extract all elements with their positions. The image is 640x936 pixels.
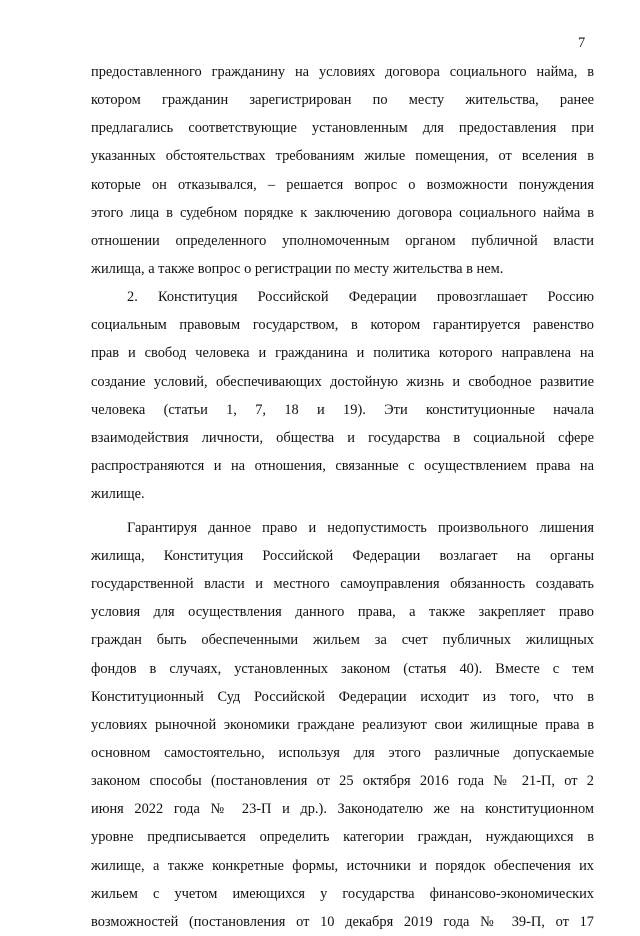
text-line: распространяются и на отношения, связанные с осуществлением права на <box>91 457 594 474</box>
text-line: жилище, а также конкретные формы, источники и порядок обеспечения их <box>91 857 594 874</box>
text-line: социальным правовым государством, в котором гарантируется равенство <box>91 317 594 334</box>
text-line: прав и свобод человека и гражданина и политика которого направлена на <box>91 345 594 362</box>
text-line: основном самостоятельно, используя для этого различные допускаемые <box>91 744 594 761</box>
paragraph-1 <box>91 58 594 283</box>
text-line: человека (статьи 1, 7, 18 и 19). Эти конституционные начала <box>91 401 594 418</box>
text-line: возможностей (постановления от 10 декабря 2019 года № 39-П, от 17 <box>91 913 594 930</box>
text-line: условиях рыночной экономики граждане реализуют свои жилищные права в <box>91 716 594 733</box>
text-line: жилище. <box>91 486 145 503</box>
text-line: предлагались соответствующие установленным для предоставления при <box>91 120 594 137</box>
text-line: июня 2022 года № 23-П и др.). Законодателю же на конституционном <box>91 801 594 818</box>
text-line: условия для осуществления данного права, а также закрепляет право <box>91 604 594 621</box>
text-line: указанных обстоятельствах требованиям жилые помещения, от вселения в <box>91 148 594 165</box>
text-line: граждан быть обеспеченными жильем за счет публичных жилищных <box>91 632 594 649</box>
text-line: создание условий, обеспечивающих достойную жизнь и свободное развитие <box>91 373 594 390</box>
text-line: фондов в случаях, установленных законом (статья 40). Вместе с тем <box>91 660 594 677</box>
text-line: котором гражданин зарегистрирован по месту жительства, ранее <box>91 92 594 109</box>
paragraph-3 <box>91 514 594 936</box>
paragraph-2 <box>91 283 594 508</box>
text-line: взаимодействия личности, общества и государства в социальной сфере <box>91 429 594 446</box>
text-line: государственной власти и местного самоуправления обязанность создавать <box>91 576 594 593</box>
text-line: предоставленного гражданину на условиях договора социального найма, в <box>91 64 594 80</box>
document-body <box>91 58 594 936</box>
text-line: этого лица в судебном порядке к заключению договора социального найма в <box>91 204 594 221</box>
text-line: 2. Конституция Российской Федерации провозглашает Россию <box>127 289 594 306</box>
text-line: которые он отказывался, – решается вопрос о возможности понуждения <box>91 176 594 193</box>
text-line: уровне предписывается определить категории граждан, нуждающихся в <box>91 829 594 846</box>
text-line: жилища, Конституция Российской Федерации возлагает на органы <box>91 547 594 564</box>
text-line: жилища, а также вопрос о регистрации по месту жительства в нем. <box>91 260 504 277</box>
text-line: Гарантируя данное право и недопустимость произвольного лишения <box>127 519 594 536</box>
page-number: 7 <box>578 35 586 51</box>
text-line: законом способы (постановления от 25 октября 2016 года № 21-П, от 2 <box>91 773 594 790</box>
text-line: жильем с учетом имеющихся у государства финансово-экономических <box>91 885 594 902</box>
text-line: отношении определенного уполномоченным органом публичной власти <box>91 232 594 249</box>
text-line: Конституционный Суд Российской Федерации исходит из того, что в <box>91 688 594 705</box>
